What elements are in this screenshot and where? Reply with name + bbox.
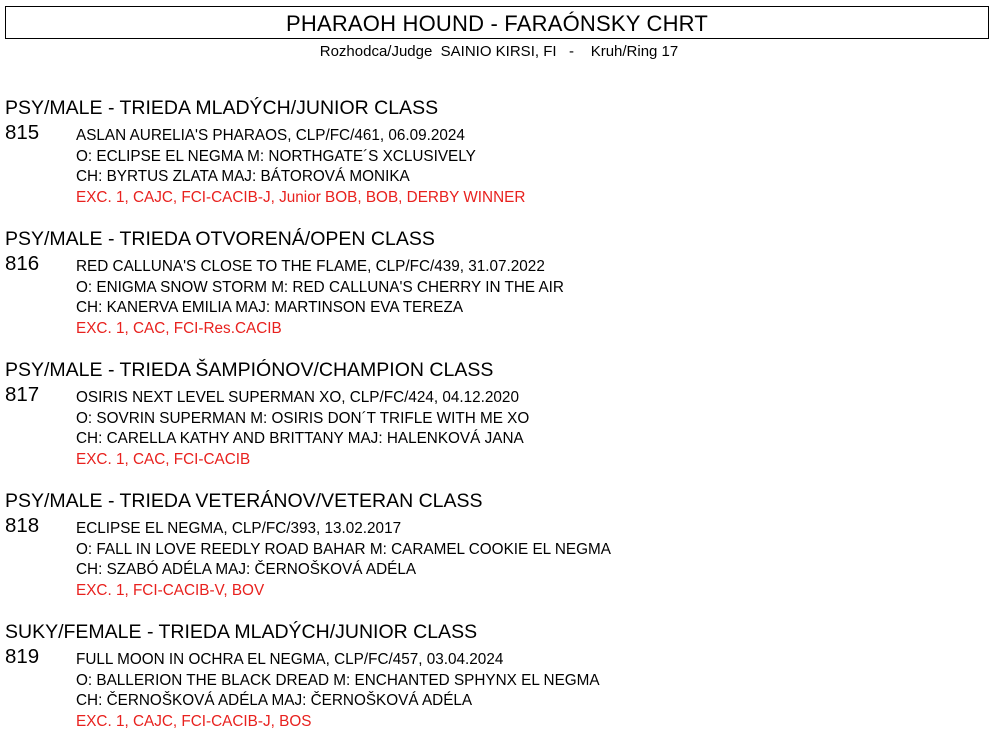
- result-line: EXC. 1, CAJC, FCI-CACIB-J, Junior BOB, BOB, DERBY WINNER: [76, 188, 526, 206]
- entry-details: [76, 126, 525, 208]
- class-list: [5, 96, 993, 751]
- parents-line: O: FALL IN LOVE REEDLY ROAD BAHAR M: CARAMEL COOKIE EL NEGMA: [76, 540, 611, 558]
- parents-line: O: ECLIPSE EL NEGMA M: NORTHGATE´S XCLUSIVELY: [76, 147, 476, 165]
- entry-details: [76, 257, 564, 339]
- dog-name-line: RED CALLUNA'S CLOSE TO THE FLAME, CLP/FC/439, 31.07.2022: [76, 258, 545, 275]
- dog-name-line: FULL MOON IN OCHRA EL NEGMA, CLP/FC/457, 03.04.2024: [76, 651, 504, 668]
- dog-entry: [5, 514, 993, 616]
- dog-entry: [5, 121, 993, 223]
- judge-ring-info: [0, 43, 998, 61]
- dog-entry: [5, 645, 993, 747]
- breeder-owner-line: CH: KANERVA EMILIA MAJ: MARTINSON EVA TEREZA: [76, 299, 464, 317]
- catalog-number: 816: [5, 252, 40, 275]
- class-heading: PSY/MALE - TRIEDA ŠAMPIÓNOV/CHAMPION CLASS: [5, 359, 494, 381]
- class-section: [5, 620, 993, 747]
- entry-details: [76, 650, 600, 732]
- result-line: EXC. 1, CAJC, FCI-CACIB-J, BOS: [76, 712, 312, 730]
- dog-name-line: OSIRIS NEXT LEVEL SUPERMAN XO, CLP/FC/424, 04.12.2020: [76, 389, 519, 406]
- catalog-number: 819: [5, 645, 40, 668]
- catalog-number: 815: [5, 121, 40, 144]
- class-section: [5, 227, 993, 354]
- page-title: PHARAOH HOUND - FARAÓNSKY CHRT: [5, 6, 989, 39]
- class-section: [5, 358, 993, 485]
- class-heading: PSY/MALE - TRIEDA VETERÁNOV/VETERAN CLASS: [5, 490, 483, 512]
- dog-name-line: ECLIPSE EL NEGMA, CLP/FC/393, 13.02.2017: [76, 520, 402, 537]
- parents-line: O: BALLERION THE BLACK DREAD M: ENCHANTED SPHYNX EL NEGMA: [76, 671, 600, 689]
- entry-details: [76, 388, 529, 470]
- breeder-owner-line: CH: CARELLA KATHY AND BRITTANY MAJ: HALENKOVÁ JANA: [76, 430, 524, 448]
- result-line: EXC. 1, CAC, FCI-Res.CACIB: [76, 319, 282, 337]
- judge-ring-text: Rozhodca/Judge SAINIO KIRSI, FI - Kruh/Ring 17: [319, 43, 679, 60]
- dog-entry: [5, 383, 993, 485]
- catalog-number: 817: [5, 383, 40, 406]
- catalog-number: 818: [5, 514, 40, 537]
- dog-entry: [5, 252, 993, 354]
- entry-details: [76, 519, 611, 601]
- class-heading: SUKY/FEMALE - TRIEDA MLADÝCH/JUNIOR CLASS: [5, 621, 478, 643]
- class-heading: PSY/MALE - TRIEDA OTVORENÁ/OPEN CLASS: [5, 228, 435, 250]
- breeder-owner-line: CH: BYRTUS ZLATA MAJ: BÁTOROVÁ MONIKA: [76, 168, 410, 186]
- class-heading: PSY/MALE - TRIEDA MLADÝCH/JUNIOR CLASS: [5, 97, 439, 119]
- class-section: [5, 489, 993, 616]
- dog-name-line: ASLAN AURELIA'S PHARAOS, CLP/FC/461, 06.09.2024: [76, 127, 465, 144]
- breeder-owner-line: CH: ČERNOŠKOVÁ ADÉLA MAJ: ČERNOŠKOVÁ ADÉLA: [76, 692, 473, 710]
- result-line: EXC. 1, CAC, FCI-CACIB: [76, 450, 251, 468]
- breeder-owner-line: CH: SZABÓ ADÉLA MAJ: ČERNOŠKOVÁ ADÉLA: [76, 561, 417, 579]
- result-line: EXC. 1, FCI-CACIB-V, BOV: [76, 581, 265, 599]
- parents-line: O: SOVRIN SUPERMAN M: OSIRIS DON´T TRIFLE WITH ME XO: [76, 409, 530, 427]
- class-section: [5, 96, 993, 223]
- parents-line: O: ENIGMA SNOW STORM M: RED CALLUNA'S CHERRY IN THE AIR: [76, 278, 564, 296]
